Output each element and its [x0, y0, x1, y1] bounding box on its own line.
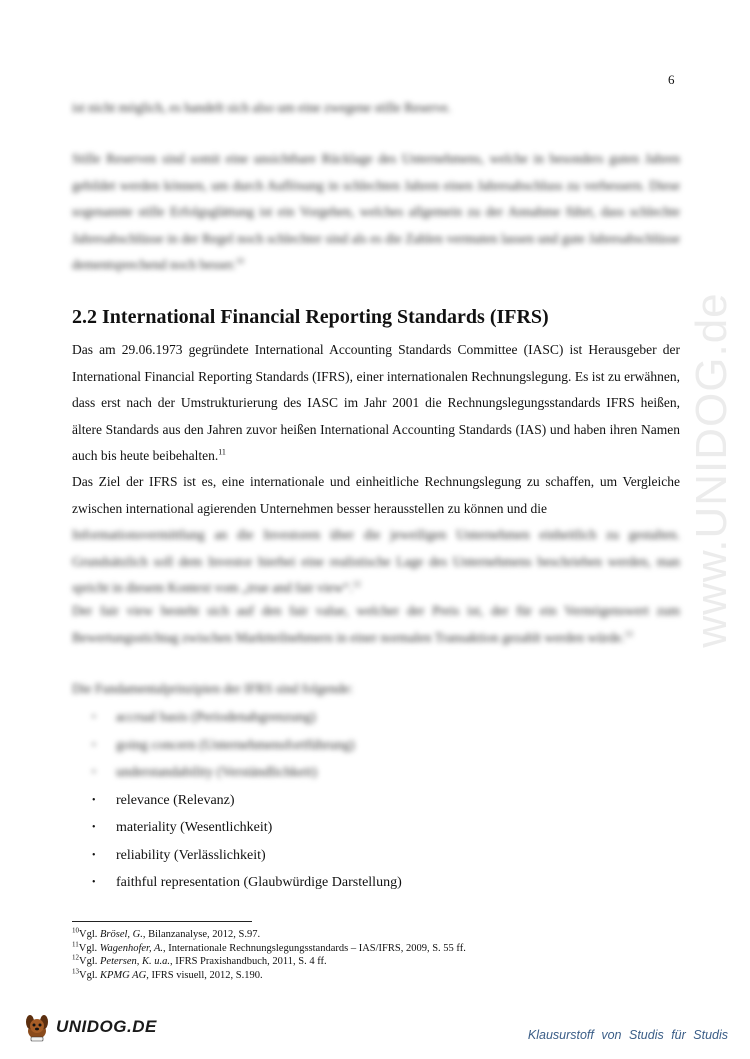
page-number: 6: [668, 72, 675, 87]
footnote-text: , IFRS Praxishandbuch, 2011, S. 4 ff.: [170, 956, 327, 967]
list-item: [92, 759, 402, 787]
footnote-author: Brösel, G.: [100, 929, 143, 940]
logo-text: UNIDOG.DE: [56, 1017, 157, 1036]
footnote-ref-13: 13: [624, 629, 633, 638]
footnote-number: 10: [72, 926, 79, 935]
blurred-paragraph-fair-value: [72, 598, 680, 651]
watermark: www.UNIDOG.de: [687, 292, 736, 648]
list-item-text: going concern (Unternehmensfortführung): [116, 737, 355, 753]
bullet-icon: •: [92, 767, 96, 778]
paragraph-goal: [72, 469, 680, 522]
blurred-paragraph-goal-text: Informationsvermittlung an die Investoren über die jeweiligen Unternehmen einheitlich zu gestalten. Grundsätzlich soll dem Investor hierbei eine realistische Lage des Unternehmens beschrieben werden, man spricht in diesem Kontext vom „true and fair view“.: [72, 527, 680, 595]
footnotes: [72, 928, 466, 982]
footnote-number: 12: [72, 953, 79, 962]
blurred-paragraph-goal: [72, 522, 680, 602]
list-item: [92, 732, 402, 760]
footnote-rule: [72, 921, 252, 922]
list-item-text: reliability (Verlässlichkeit): [116, 847, 266, 863]
bullet-icon: •: [92, 739, 96, 751]
list-item-text: faithful representation (Glaubwürdige Darstellung): [116, 875, 402, 890]
footnote-prefix: Vgl.: [79, 929, 100, 940]
footnote-prefix: Vgl.: [78, 942, 100, 954]
footnote-author: Wagenhofer, A.: [99, 942, 164, 954]
footnote-author: Petersen, K. u.a.: [100, 956, 170, 967]
list-item: [92, 704, 402, 732]
footnote-author: KPMG AG: [100, 969, 147, 981]
dog-icon: [22, 1012, 52, 1042]
footnote-ref-12: 12: [352, 579, 361, 589]
bullet-icon: •: [92, 794, 96, 806]
list-item: [92, 787, 402, 815]
footnote-prefix: Vgl.: [79, 956, 100, 967]
list-item: [92, 869, 402, 897]
footnote-ref-10: 10: [235, 256, 244, 266]
blurred-list-intro-text: Die Fundamentalprinzipien der IFRS sind folgende:: [72, 681, 353, 696]
list-item-text: relevance (Relevanz): [116, 792, 235, 808]
bullet-icon: •: [92, 712, 96, 723]
footnote-number: 11: [72, 940, 79, 948]
paragraph-goal-text: Das Ziel der IFRS ist es, eine internationale und einheitliche Rechnungslegung zu schaffen, um Vergleiche zwischen international agierenden Unternehmen besser herausstellen zu können und die: [72, 474, 680, 516]
footnote: [72, 969, 466, 983]
footnote-prefix: Vgl.: [79, 969, 100, 981]
footnote-text: , IFRS visuell, 2012, S.190.: [146, 969, 263, 981]
blurred-line-top: [72, 95, 680, 122]
bullet-icon: •: [92, 822, 96, 833]
bullet-icon: •: [92, 849, 96, 861]
blurred-paragraph-top-text: Stille Reserven sind somit eine unsichtbare Rücklage des Unternehmens, welche in besonders guten Jahren gebildet werden können, um durch Auflösung in schlechten Jahren einen Jahresabschluss zu verbessern. Diese sogenannte stille Erfolgsglättung ist ein Vorgehen, welches allgemein zu der Annahme führt, dass schlechte Jahresabschlüsse in der Regel noch schlechter sind als es die Zahlen vermuten lassen und gute Jahresabschlüsse dementsprechend noch besser.: [72, 151, 680, 272]
paragraph-intro-text: Das am 29.06.1973 gegründete International Accounting Standards Committee (IASC) ist Herausgeber der International Financial Reporting Standards (IFRS), einer internationalen Rechnungslegung. Es ist zu erwähnen, dass erst nach der Umstrukturierung des IASC im Jahr 2001 die Rechnungslegungsstandards IFRS heißen, ältere Standards aus den Jahren zuvor heißen International Accounting Standards (IAS) und haben ihren Namen auch bis heute beibehalten.: [72, 342, 680, 463]
principles-list: [92, 704, 402, 897]
list-item-text: materiality (Wesentlichkeit): [116, 820, 273, 835]
paragraph-intro: [72, 337, 680, 470]
footer-logo: [22, 1012, 157, 1042]
footnote-ref-11: 11: [218, 447, 226, 457]
list-item-text: understandability (Verständlichkeit): [116, 765, 317, 780]
footnote-text: , Bilanzanalyse, 2012, S.97.: [142, 929, 261, 940]
list-item-text: accrual basis (Periodenabgrenzung): [116, 710, 316, 725]
footnote-number: 13: [72, 967, 79, 975]
footnote: [72, 955, 466, 969]
footnote: [72, 942, 466, 956]
blurred-paragraph-top: [72, 146, 680, 279]
blurred-line-top-text: ist nicht möglich, es handelt sich also um eine zwegene stille Reserve.: [72, 100, 452, 115]
footnote-text: , Internationale Rechnungslegungsstandards – IAS/IFRS, 2009, S. 55 ff.: [163, 942, 466, 954]
bullet-icon: •: [92, 877, 96, 888]
list-item: [92, 842, 402, 870]
footnote: [72, 928, 466, 942]
footer-slogan: Klausurstoff von Studis für Studis: [527, 1028, 728, 1042]
blurred-paragraph-fair-value-text: Der fair view besteht sich auf den fair value, welcher der Preis ist, der für ein Vermögenswert zum Bewertungsstichtag zwischen Marktteilnehmern in einer normalen Transaktion gezahlt werden würde.: [72, 603, 680, 645]
list-item: [92, 814, 402, 842]
section-heading: 2.2 International Financial Reporting Standards (IFRS): [72, 306, 549, 328]
blurred-list-intro: [72, 676, 680, 703]
